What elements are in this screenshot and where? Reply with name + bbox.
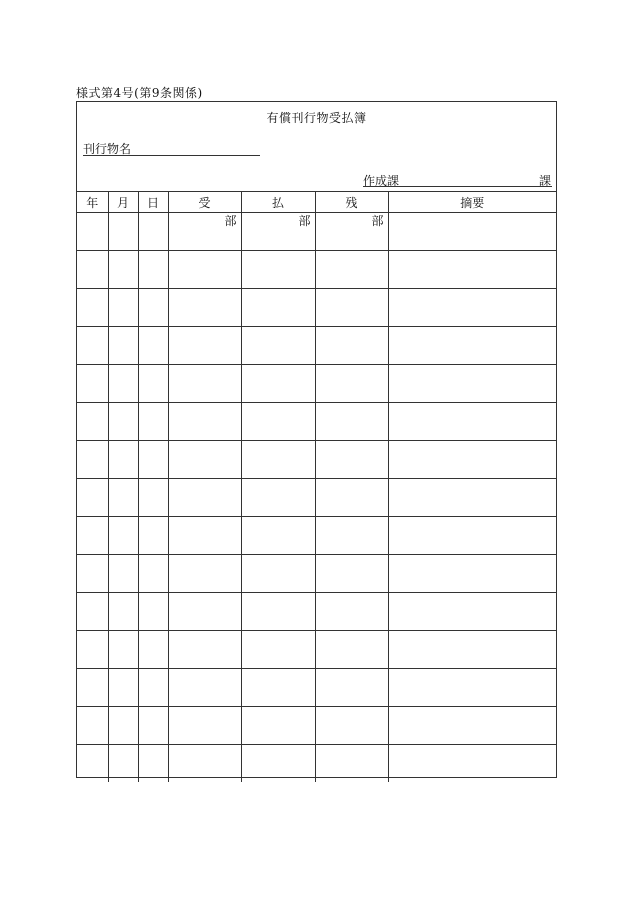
cell-balance[interactable] (315, 555, 388, 593)
unit-label: 部 (371, 214, 384, 228)
cell-balance[interactable] (315, 745, 388, 783)
cell-month[interactable] (108, 365, 138, 403)
table-row (77, 251, 556, 289)
table-row (77, 365, 556, 403)
department-suffix: 課 (539, 174, 552, 188)
cell-month[interactable] (108, 403, 138, 441)
cell-day[interactable] (138, 251, 168, 289)
cell-day[interactable] (138, 403, 168, 441)
cell-year[interactable] (77, 403, 108, 441)
cell-day[interactable] (138, 479, 168, 517)
cell-received[interactable] (168, 479, 241, 517)
cell-balance[interactable] (315, 669, 388, 707)
cell-paid-out[interactable] (241, 593, 315, 631)
cell-remarks[interactable] (388, 707, 556, 745)
cell-remarks[interactable] (388, 593, 556, 631)
cell-year[interactable] (77, 365, 108, 403)
cell-paid-out[interactable] (241, 479, 315, 517)
cell-paid-out[interactable] (241, 327, 315, 365)
cell-remarks[interactable] (388, 517, 556, 555)
cell-month[interactable] (108, 669, 138, 707)
cell-month[interactable] (108, 251, 138, 289)
cell-balance[interactable] (315, 403, 388, 441)
cell-received[interactable] (168, 365, 241, 403)
table-row (77, 479, 556, 517)
department-field[interactable] (363, 186, 552, 187)
table-row (77, 441, 556, 479)
table-row (77, 631, 556, 669)
cell-day[interactable] (138, 327, 168, 365)
cell-year[interactable] (77, 327, 108, 365)
cell-paid-out[interactable] (241, 403, 315, 441)
table-row (77, 669, 556, 707)
cell-month[interactable] (108, 745, 138, 783)
department-label: 作成課 (363, 174, 400, 188)
unit-label: 部 (224, 214, 237, 228)
cell-received[interactable] (168, 289, 241, 327)
ledger-table (77, 191, 556, 782)
ledger-body (77, 213, 556, 783)
cell-balance[interactable] (315, 213, 388, 251)
table-row (77, 707, 556, 745)
cell-remarks[interactable] (388, 669, 556, 707)
cell-remarks[interactable] (388, 213, 556, 251)
table-row (77, 289, 556, 327)
table-row (77, 555, 556, 593)
cell-balance[interactable] (315, 479, 388, 517)
header-balance: 残 (315, 192, 388, 213)
cell-balance[interactable] (315, 251, 388, 289)
cell-received[interactable] (168, 631, 241, 669)
cell-received[interactable] (168, 593, 241, 631)
cell-received[interactable] (168, 327, 241, 365)
cell-year[interactable] (77, 593, 108, 631)
cell-year[interactable] (77, 631, 108, 669)
cell-month[interactable] (108, 593, 138, 631)
cell-received[interactable] (168, 555, 241, 593)
cell-day[interactable] (138, 289, 168, 327)
cell-balance[interactable] (315, 441, 388, 479)
cell-month[interactable] (108, 289, 138, 327)
cell-month[interactable] (108, 479, 138, 517)
cell-month[interactable] (108, 555, 138, 593)
cell-received[interactable] (168, 213, 241, 251)
cell-day[interactable] (138, 365, 168, 403)
cell-month[interactable] (108, 213, 138, 251)
cell-remarks[interactable] (388, 251, 556, 289)
cell-balance[interactable] (315, 631, 388, 669)
cell-paid-out[interactable] (241, 745, 315, 783)
cell-remarks[interactable] (388, 555, 556, 593)
header-remarks: 摘要 (388, 192, 556, 213)
cell-day[interactable] (138, 213, 168, 251)
ledger-form (76, 101, 557, 778)
header-year: 年 (77, 192, 108, 213)
cell-received[interactable] (168, 707, 241, 745)
cell-received[interactable] (168, 669, 241, 707)
table-row (77, 517, 556, 555)
cell-paid-out[interactable] (241, 441, 315, 479)
cell-month[interactable] (108, 631, 138, 669)
form-number: 様式第4号(第9条関係) (76, 86, 203, 100)
cell-paid-out[interactable] (241, 555, 315, 593)
cell-received[interactable] (168, 441, 241, 479)
cell-month[interactable] (108, 517, 138, 555)
cell-paid-out[interactable] (241, 289, 315, 327)
cell-month[interactable] (108, 327, 138, 365)
cell-paid-out[interactable] (241, 669, 315, 707)
cell-received[interactable] (168, 517, 241, 555)
cell-remarks[interactable] (388, 631, 556, 669)
unit-label: 部 (298, 214, 311, 228)
cell-day[interactable] (138, 593, 168, 631)
cell-balance[interactable] (315, 517, 388, 555)
cell-year[interactable] (77, 441, 108, 479)
cell-remarks[interactable] (388, 403, 556, 441)
form-title: 有償刊行物受払簿 (266, 111, 367, 125)
cell-remarks[interactable] (388, 479, 556, 517)
cell-year[interactable] (77, 289, 108, 327)
table-row (77, 403, 556, 441)
cell-year[interactable] (77, 479, 108, 517)
cell-remarks[interactable] (388, 327, 556, 365)
cell-year[interactable] (77, 251, 108, 289)
cell-day[interactable] (138, 555, 168, 593)
cell-day[interactable] (138, 441, 168, 479)
publication-name-label: 刊行物名 (83, 142, 132, 156)
header-day: 日 (138, 192, 168, 213)
cell-remarks[interactable] (388, 745, 556, 783)
cell-paid-out[interactable] (241, 365, 315, 403)
cell-day[interactable] (138, 669, 168, 707)
table-row (77, 593, 556, 631)
header-row (77, 192, 556, 213)
cell-paid-out[interactable] (241, 707, 315, 745)
header-paid-out: 払 (241, 192, 315, 213)
cell-paid-out[interactable] (241, 213, 315, 251)
cell-day[interactable] (138, 517, 168, 555)
cell-day[interactable] (138, 707, 168, 745)
cell-year[interactable] (77, 517, 108, 555)
header-received: 受 (168, 192, 241, 213)
cell-remarks[interactable] (388, 365, 556, 403)
cell-year[interactable] (77, 707, 108, 745)
cell-year[interactable] (77, 213, 108, 251)
cell-balance[interactable] (315, 289, 388, 327)
cell-year[interactable] (77, 669, 108, 707)
cell-month[interactable] (108, 441, 138, 479)
cell-paid-out[interactable] (241, 251, 315, 289)
cell-received[interactable] (168, 745, 241, 783)
cell-balance[interactable] (315, 365, 388, 403)
cell-remarks[interactable] (388, 441, 556, 479)
publication-name-field[interactable] (83, 155, 260, 156)
cell-received[interactable] (168, 251, 241, 289)
cell-day[interactable] (138, 631, 168, 669)
table-row (77, 745, 556, 783)
cell-year[interactable] (77, 745, 108, 783)
cell-balance[interactable] (315, 327, 388, 365)
header-month: 月 (108, 192, 138, 213)
cell-paid-out[interactable] (241, 517, 315, 555)
cell-balance[interactable] (315, 707, 388, 745)
table-row (77, 327, 556, 365)
cell-remarks[interactable] (388, 289, 556, 327)
cell-month[interactable] (108, 707, 138, 745)
table-row (77, 213, 556, 251)
cell-balance[interactable] (315, 593, 388, 631)
cell-received[interactable] (168, 403, 241, 441)
cell-day[interactable] (138, 745, 168, 783)
cell-year[interactable] (77, 555, 108, 593)
cell-paid-out[interactable] (241, 631, 315, 669)
